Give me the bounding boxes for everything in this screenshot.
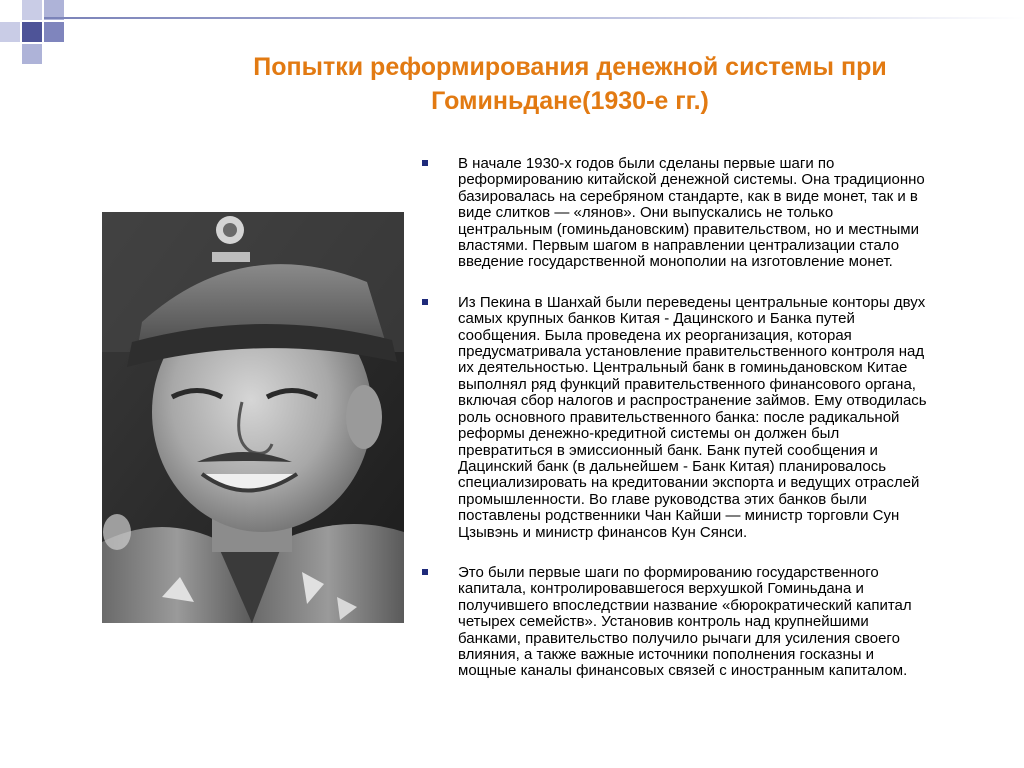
- square-bullet-icon: [422, 160, 428, 166]
- list-item: [420, 565, 1005, 680]
- decor-square: [22, 0, 42, 20]
- bullet-list: [420, 156, 1005, 704]
- decor-square: [0, 22, 20, 42]
- slide-title-line2: Гоминьдане(1930-е гг.): [431, 87, 709, 115]
- header-divider-line: [44, 17, 1024, 19]
- list-item: [420, 156, 1005, 271]
- list-item: [420, 295, 1005, 541]
- decor-square: [22, 44, 42, 64]
- bullet-text: Это были первые шаги по формированию государственного капитала, контролировавшегося верхушкой Гоминьдана и получившего впоследствии название «бюрократический капитал четырех семейств». Установив контроль над крупнейшими банками, правительство получило рычаги для усиления своего влияния, а также важные источники пополнения госказны и мощные каналы финансовых связей с иностранным капиталом.: [458, 563, 912, 680]
- bullet-text: В начале 1930-х годов были сделаны первые шаги по реформированию китайской денежной системы. Она традиционно базировалась на серебряном стандарте, как в виде монет, так и в виде слитков — «лянов». Они выпускались не только центральным (гоминьдановским) правительством, но и местными властями. Первым шагом в направлении централизации стало введение государственной монополии на изготовление монет.: [458, 155, 925, 271]
- slide-title: [150, 50, 990, 118]
- decor-square: [22, 22, 42, 42]
- decor-square: [44, 22, 64, 42]
- decor-square: [0, 0, 20, 20]
- slide-title-line1: Попытки реформирования денежной системы при: [253, 53, 887, 81]
- square-bullet-icon: [422, 569, 428, 575]
- square-bullet-icon: [422, 299, 428, 305]
- portrait-photo: [102, 212, 404, 623]
- bullet-text: Из Пекина в Шанхай были переведены центральные конторы двух самых крупных банков Китая - Дацинского и Банка путей сообщения. Была проведена их реорганизация, которая предусматривала установление правительственного контроля над их деятельностью. Центральный банк в гоминьдановском Китае выполнял ряд функций правительственного финансового органа, включая сбор налогов и распространение займов. Ему отводилась роль основного правительственного банка: после радикальной реформы денежно-кредитной системы он должен был превратиться в эмиссионный банк. Банк путей сообщения и Дацинский банк (в дальнейшем - Банк Китая) планировалось специализировать на кредитовании экспорта и ведущих отраслей промышленности. Во главе руководства этих банков были поставлены родственники Чан Кайши — министр торговли Сун Цзывэнь и министр финансов Кун Сянси.: [458, 293, 927, 541]
